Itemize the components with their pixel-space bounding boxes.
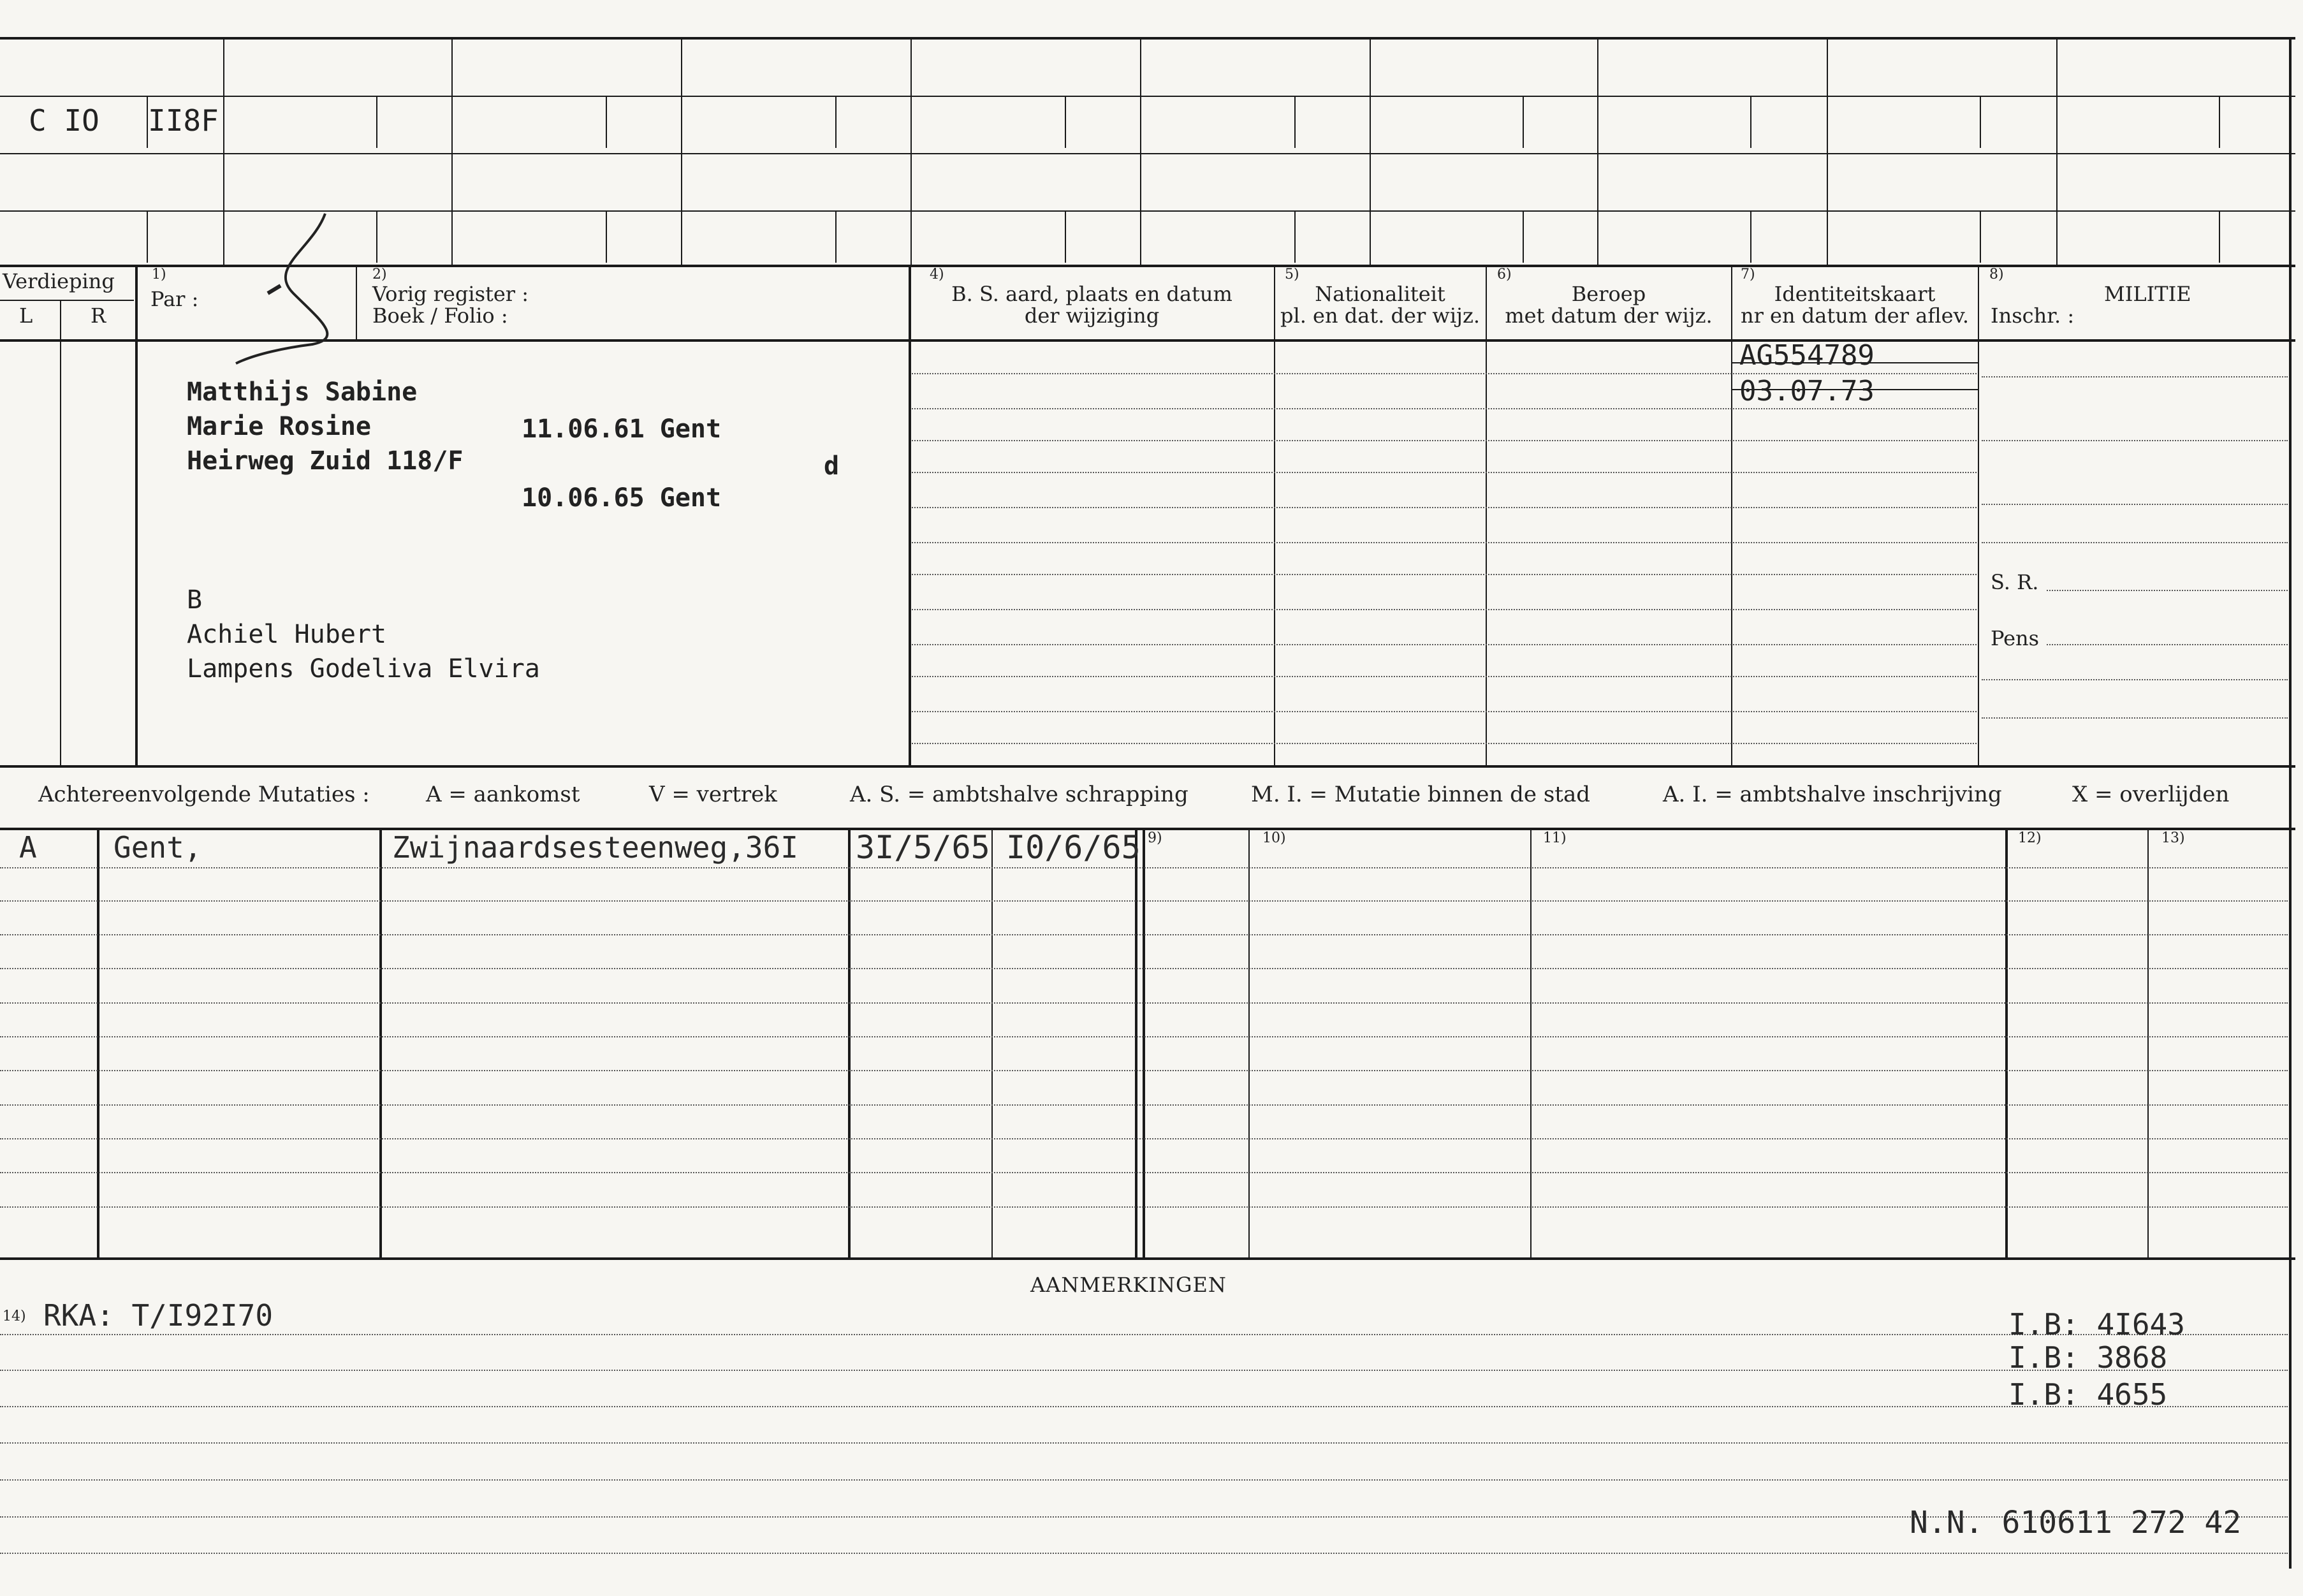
birth-date-place: 11.06.61 Gent — [522, 414, 722, 444]
nat-number: 5) — [1285, 267, 1299, 282]
boek-folio-label: Boek / Folio : — [372, 304, 508, 328]
mutation-date-2: I0/6/65 — [1006, 829, 1141, 866]
ib-reference-1: I.B: 4I643 — [2008, 1307, 2185, 1342]
legend-aankomst: A = aankomst — [426, 782, 580, 807]
legend-mutatie-stad: M. I. = Mutatie binnen de stad — [1251, 782, 1590, 807]
mutation-street: Zwijnaardsesteenweg,36I — [392, 830, 798, 865]
person-given-names: Marie Rosine — [187, 412, 371, 441]
b-label: B — [187, 585, 203, 615]
identiteitskaart-sub-label: nr en datum der aflev. — [1740, 304, 1970, 328]
verdieping-label: Verdieping — [3, 269, 115, 293]
beroep-sub-label: met datum der wijz. — [1505, 304, 1713, 328]
mut-col-13-number: 13) — [2161, 830, 2185, 846]
id-card-date: 03.07.73 — [1739, 375, 1875, 407]
mutation-type: A — [19, 830, 37, 865]
legend-title: Achtereenvolgende Mutaties : — [38, 782, 370, 807]
vorig-number: 2) — [372, 267, 387, 282]
remarks-number: 14) — [3, 1308, 26, 1324]
ib-reference-2: I.B: 3868 — [2008, 1340, 2168, 1375]
mut-col-11-number: 11) — [1543, 830, 1567, 846]
person-address: Heirweg Zuid 118/F — [187, 446, 464, 476]
par-number: 1) — [152, 267, 166, 282]
person-name: Matthijs Sabine — [187, 377, 418, 407]
bs-label-line2: der wijziging — [1024, 304, 1160, 328]
mut-col-9-number: 9) — [1148, 830, 1162, 846]
par-label: Par : — [150, 287, 199, 311]
beroep-number: 6) — [1497, 267, 1512, 282]
beroep-label: Beroep — [1571, 282, 1646, 306]
nationaliteit-label: Nationaliteit — [1315, 282, 1445, 306]
mut-col-12-number: 12) — [2018, 830, 2042, 846]
father-name: Achiel Hubert — [187, 620, 387, 649]
rka-reference: RKA: T/I92I70 — [43, 1298, 274, 1333]
militie-label: MILITIE — [2104, 282, 2191, 306]
legend-ambtshalve-schrapping: A. S. = ambtshalve schrapping — [850, 782, 1188, 807]
bs-number: 4) — [930, 267, 944, 282]
legend-ambtshalve-inschrijving: A. I. = ambtshalve inschrijving — [1663, 782, 2002, 807]
vorig-register-label: Vorig register : — [372, 282, 529, 306]
registration-date-place: 10.06.65 Gent — [522, 483, 722, 513]
nationaliteit-sub-label: pl. en dat. der wijz. — [1280, 304, 1480, 328]
national-number: N.N. 610611 272 42 — [1910, 1505, 2242, 1541]
code-left: C IO — [29, 103, 99, 138]
mother-name: Lampens Godeliva Elvira — [187, 654, 540, 684]
mut-col-10-number: 10) — [1262, 830, 1286, 846]
id-number: 7) — [1741, 267, 1755, 282]
inschr-label: Inschr. : — [1991, 304, 2075, 328]
ib-reference-3: I.B: 4655 — [2008, 1377, 2168, 1412]
signature-curve — [217, 210, 370, 370]
identiteitskaart-label: Identiteitskaart — [1774, 282, 1936, 306]
mutation-city: Gent, — [113, 830, 202, 865]
sr-label: S. R. — [1991, 570, 2039, 594]
floor-r-label: R — [91, 304, 106, 328]
remarks-title: AANMERKINGEN — [1030, 1273, 1227, 1297]
code-right: II8F — [148, 103, 219, 138]
militie-number: 8) — [1989, 267, 2004, 282]
floor-l-label: L — [19, 304, 33, 328]
id-card-number: AG554789 — [1739, 339, 1875, 372]
bs-label-line1: B. S. aard, plaats en datum — [951, 282, 1232, 306]
mutation-date-1: 3I/5/65 — [856, 829, 990, 866]
legend-overlijden: X = overlijden — [2072, 782, 2230, 807]
status-mark: d — [824, 451, 840, 481]
legend-vertrek: V = vertrek — [649, 782, 777, 807]
pens-label: Pens — [1991, 626, 2040, 650]
